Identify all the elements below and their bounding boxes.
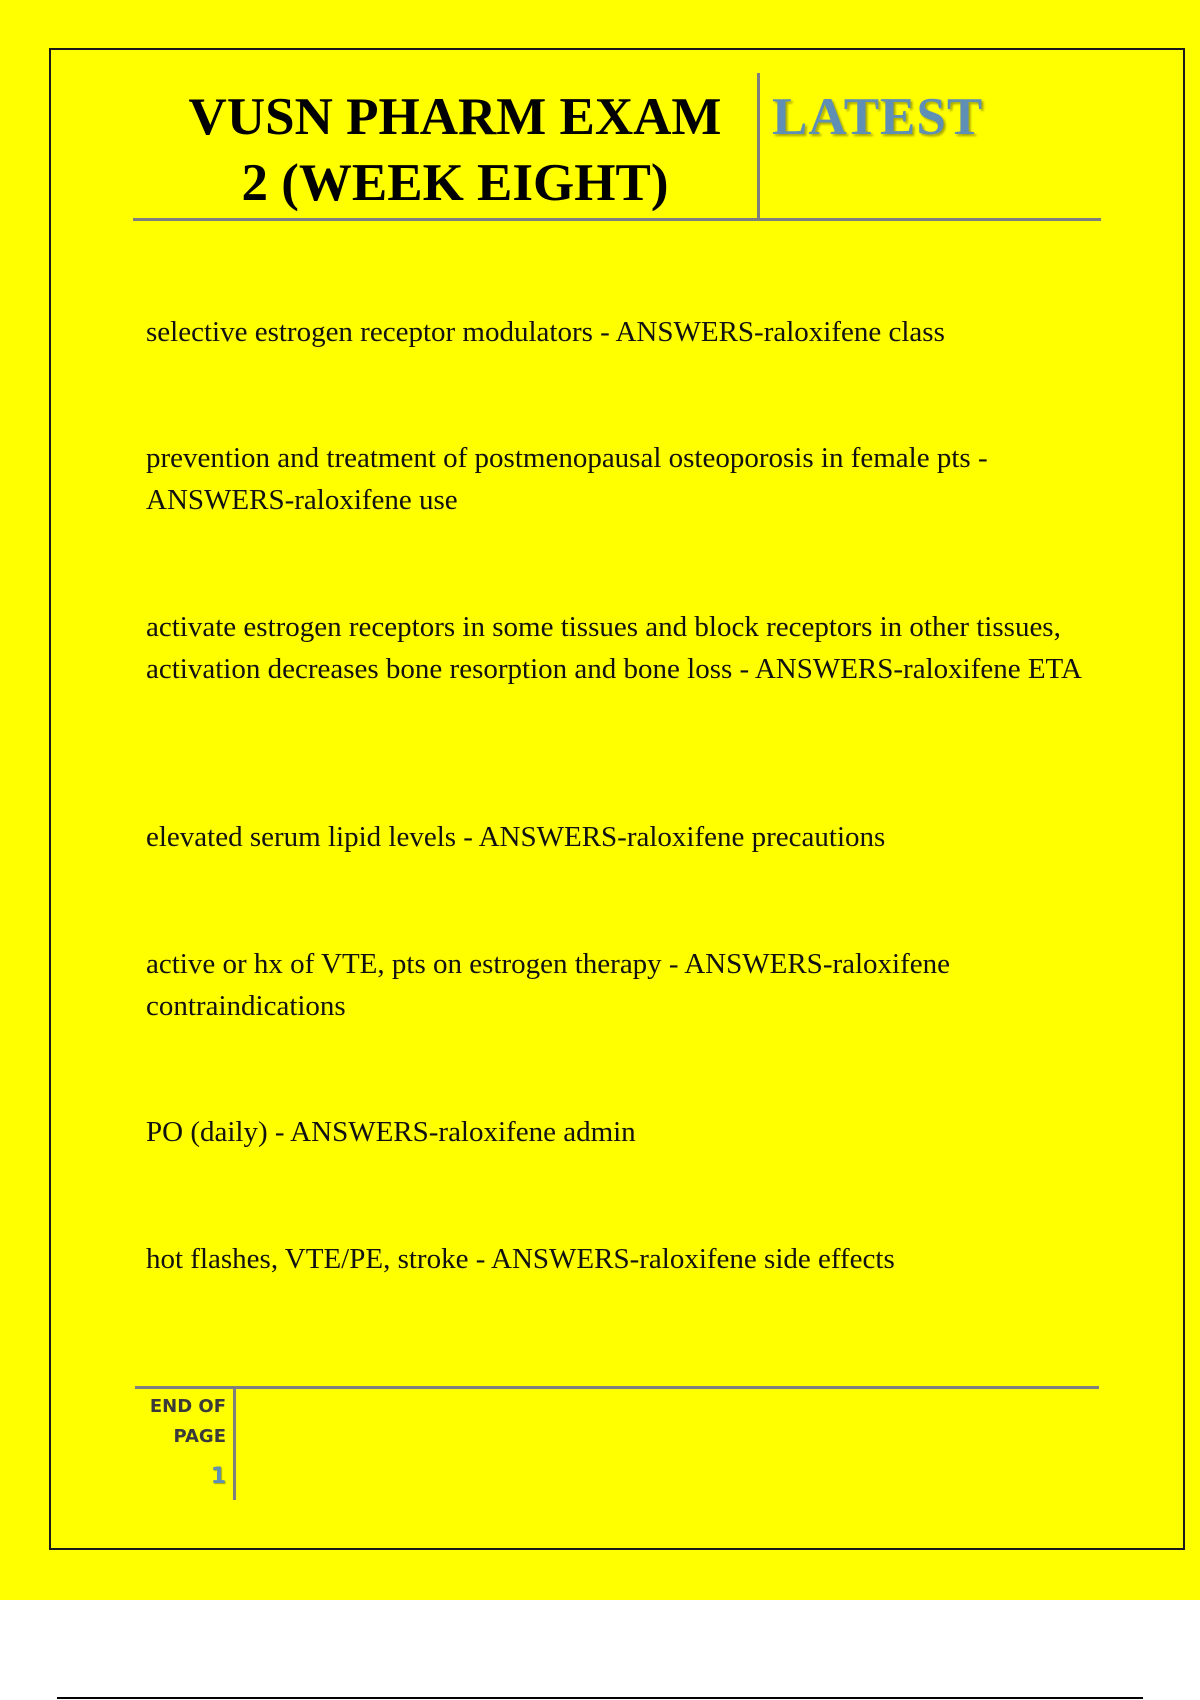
footer-label-line-2: PAGE — [173, 1426, 226, 1447]
qa-item-4: elevated serum lipid levels - ANSWERS-raloxifene precautions — [146, 821, 886, 853]
page-border — [49, 48, 1185, 1550]
page-title — [160, 84, 750, 216]
bottom-divider — [57, 1697, 1143, 1699]
header-rule — [133, 218, 1101, 221]
title-line-1: VUSN PHARM EXAM — [188, 88, 722, 146]
footer-divider — [233, 1388, 236, 1500]
page-number: 1 — [210, 1464, 226, 1489]
title-divider — [757, 73, 760, 219]
title-line-2: 2 (WEEK EIGHT) — [241, 154, 669, 212]
latest-badge: LATEST — [772, 88, 984, 146]
footer-rule — [135, 1386, 1099, 1389]
footer-label-line-1: END OF — [149, 1396, 226, 1417]
qa-item-7: hot flashes, VTE/PE, stroke - ANSWERS-raloxifene side effects — [146, 1243, 895, 1275]
footer-label — [140, 1392, 226, 1452]
qa-item-3: activate estrogen receptors in some tissues and block receptors in other tissues, activation decreases bone resorption and bone loss - ANSWERS-raloxifene ETA — [146, 611, 1082, 685]
qa-item-6: PO (daily) - ANSWERS-raloxifene admin — [146, 1116, 636, 1148]
qa-item-5: active or hx of VTE, pts on estrogen therapy - ANSWERS-raloxifene contraindications — [146, 948, 951, 1022]
qa-item-1: selective estrogen receptor modulators - ANSWERS-raloxifene class — [146, 316, 945, 348]
qa-item-2: prevention and treatment of postmenopausal osteoporosis in female pts - ANSWERS-raloxifene use — [146, 442, 988, 516]
